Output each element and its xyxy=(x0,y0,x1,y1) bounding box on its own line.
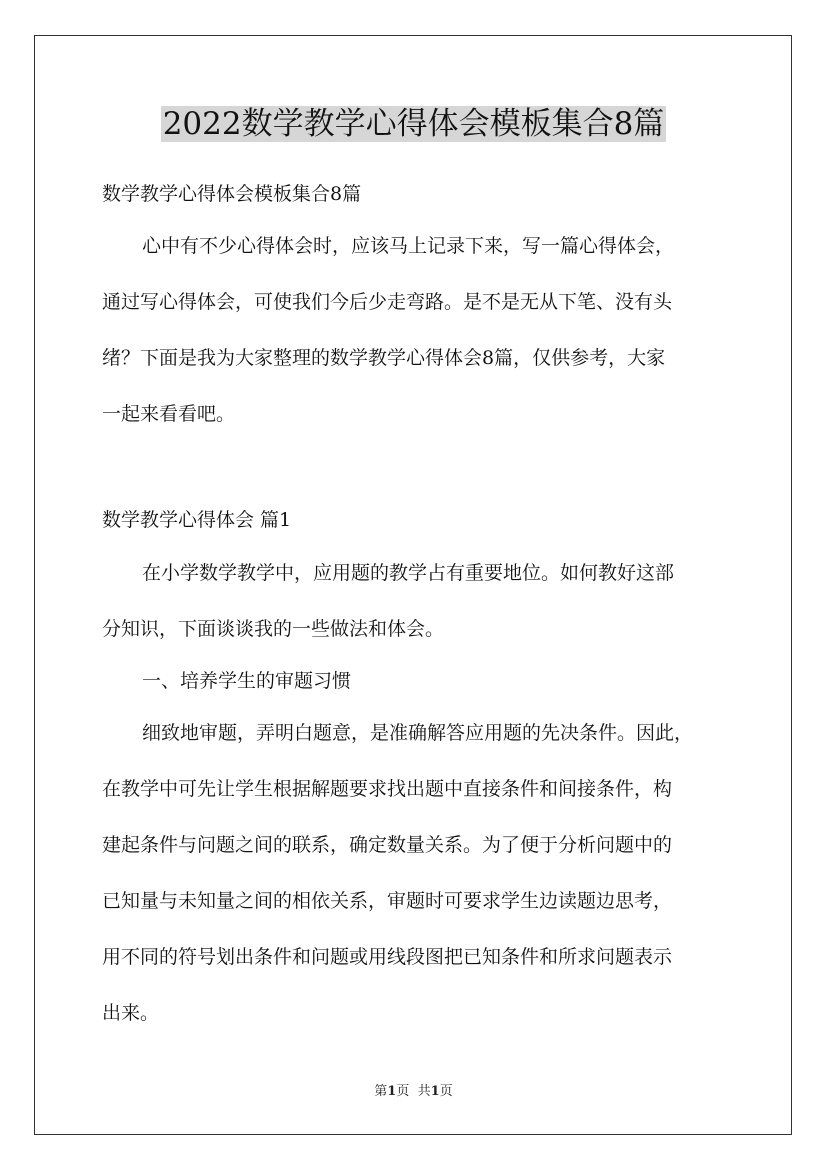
page-prefix: 第 xyxy=(374,1084,388,1099)
body-line-3: 建起条件与问题之间的联系，确定数量关系。为了便于分析问题中的 xyxy=(102,834,673,856)
document-title-text: 2022数学教学心得体会模板集合8篇 xyxy=(162,106,665,142)
intro-line-4: 一起来看看吧。 xyxy=(102,403,236,425)
body-line-6: 出来。 xyxy=(102,1002,160,1024)
page-footer xyxy=(0,1083,827,1101)
intro-line-3: 绪？下面是我为大家整理的数学教学心得体会8篇，仅供参考，大家 xyxy=(102,347,666,369)
total-pages: 1 xyxy=(430,1084,440,1099)
total-prefix: 共 xyxy=(417,1084,431,1099)
page-suffix: 页 xyxy=(396,1084,410,1099)
section-line-1: 在小学数学教学中，应用题的教学占有重要地位。如何教好这部 xyxy=(142,562,675,584)
body-line-4: 已知量与未知量之间的相依关系，审题时可要求学生边读题边思考， xyxy=(102,890,673,912)
page-number: 1 xyxy=(387,1084,397,1099)
body-line-5: 用不同的符号划出条件和问题或用线段图把已知条件和所求问题表示 xyxy=(102,946,673,968)
section-heading: 数学教学心得体会 篇1 xyxy=(102,509,292,531)
intro-line-1: 心中有不少心得体会时，应该马上记录下来，写一篇心得体会， xyxy=(142,235,675,257)
subheading: 一、培养学生的审题习惯 xyxy=(142,670,352,692)
document-subtitle: 数学教学心得体会模板集合8篇 xyxy=(102,183,362,205)
section-line-2: 分知识，下面谈谈我的一些做法和体会。 xyxy=(102,618,445,640)
body-line-1: 细致地审题，弄明白题意，是准确解答应用题的先决条件。因此， xyxy=(142,722,694,744)
body-line-2: 在教学中可先让学生根据解题要求找出题中直接条件和间接条件，构 xyxy=(102,778,673,800)
intro-line-2: 通过写心得体会，可使我们今后少走弯路。是不是无从下笔、没有头 xyxy=(102,291,673,313)
document-title xyxy=(0,102,827,146)
total-suffix: 页 xyxy=(439,1084,453,1099)
